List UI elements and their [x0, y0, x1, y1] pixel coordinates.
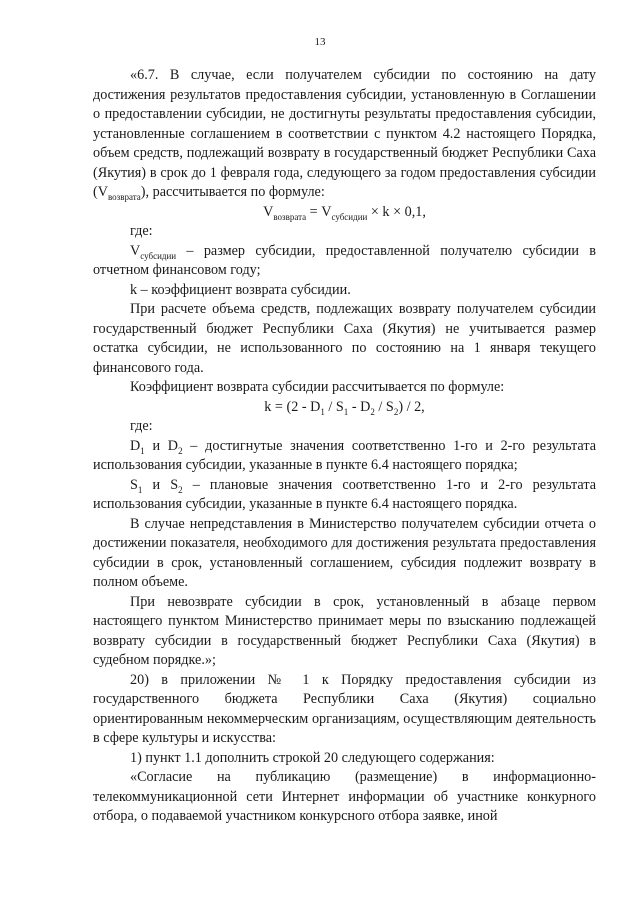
formula-return-amount: $V_{возврата} = V_{субсидии} \times k \times 0,1$,	[263, 203, 426, 222]
definition-v-subsidy: $V_{субсидии}$ – размер субсидии, предоставленной получателю субсидии в отчетном финансовом году;	[93, 242, 596, 278]
where-label-2: где:	[130, 418, 153, 434]
paragraph-calculation: При расчете объема средств, подлежащих возврату получателем субсидии государственный бюджет Республики Саха (Якутия) не учитывается размер остатка субсидии, не использованного по состоянию на 1 января текущего финансового года.	[93, 301, 596, 376]
document-body	[93, 66, 596, 827]
paragraph-non-submission: В случае непредставления в Министерство получателем субсидии отчета о достижении показателя, необходимого для достижения результата предоставления субсидии в срок, установленный соглашением, субсидия подлежит возврату в полном объеме.	[93, 515, 596, 590]
paragraph-subitem-1: 1) пункт 1.1 дополнить строкой 20 следующего содержания:	[130, 749, 495, 766]
definition-k: k – коэффициент возврата субсидии.	[130, 281, 351, 298]
paragraph-6-7: «6.7. В случае, если получателем субсидии по состоянию на дату достижения результатов предоставления субсидии, установленную в Соглашении о предоставлении субсидии, не достигнуты результаты предоставления субсидии, установленные соглашением в соответствии с пунктом 4.2 настоящего Порядка, объем средств, подлежащий возврату в государственный бюджет Республики Саха (Якутия) в срок до 1 февраля года, следующего за годом предоставления субсидии $(V_{возврата})$, рассчитывается по формуле:	[93, 67, 596, 202]
paragraph-non-return: При невозврате субсидии в срок, установленный в абзаце первом настоящего пунктом Министерство принимает меры по взысканию подлежащей возврату субсидии в государственный бюджет Республики Саха (Якутия) в судебном порядке.»;	[93, 593, 596, 668]
page-number: 13	[314, 36, 326, 48]
definition-d: $D_1$ и $D_2$ – достигнутые значения соответственно 1-го и 2-го результата использования субсидии, указанные в пункте 6.4 настоящего порядка;	[93, 437, 596, 473]
definition-s: $S_1$ и $S_2$ – плановые значения соответственно 1-го и 2-го результата использования субсидии, указанные в пункте 6.4 настоящего порядка.	[93, 476, 596, 512]
paragraph-consent: «Согласие на публикацию (размещение) в информационно-телекоммуникационной сети Интернет информации об участнике конкурного отбора, о подаваемой участником конкурсного отбора заявке, иной	[93, 769, 596, 824]
formula-coefficient: $k = (2 - D_1 / S_1 - D_2 / S_2) / 2$,	[264, 398, 425, 417]
paragraph-coefficient: Коэффициент возврата субсидии рассчитывается по формуле:	[130, 379, 505, 395]
where-label-1: где:	[130, 223, 153, 239]
paragraph-item-20: 20) в приложении № 1 к Порядку предоставления субсидии из государственного бюджета Республики Саха (Якутия) социально ориентированным некоммерческим организациям, осуществляющим деятельность в сфере культуры и искусства:	[93, 671, 596, 746]
